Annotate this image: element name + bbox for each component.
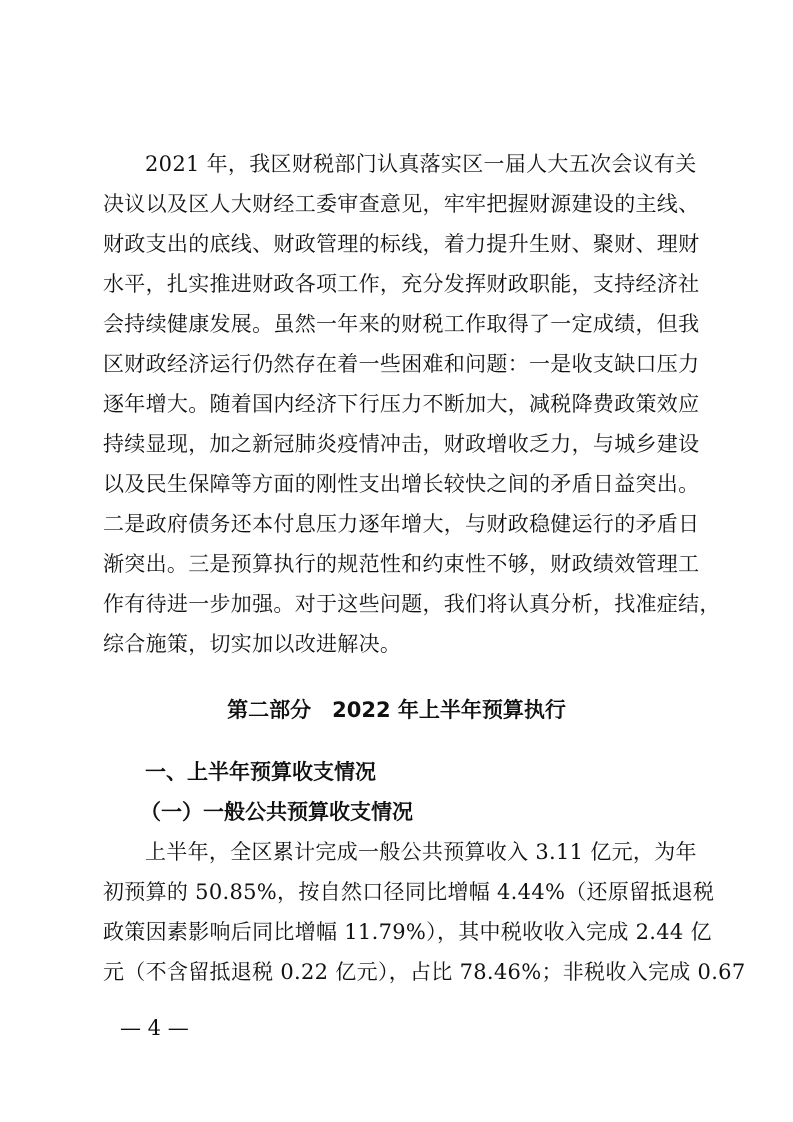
page-number: — 4 — (120, 1016, 189, 1040)
paragraph1-line-2: 决议以及区人大财经工委审查意见，牢牢把握财源建设的主线、 (103, 192, 700, 216)
paragraph2-line-2: 初预算的 50.85%，按自然口径同比增幅 4.44%（还原留抵退税 (103, 880, 715, 904)
paragraph2-line-3: 政策因素影响后同比增幅 11.79%），其中税收收入完成 2.44 亿 (103, 920, 712, 944)
paragraph2-line-1: 上半年，全区累计完成一般公共预算收入 3.11 亿元，为年 (145, 840, 697, 864)
subsection-title: （一）一般公共预算收支情况 (140, 800, 413, 824)
paragraph1-line-7: 逐年增大。随着国内经济下行压力不断加大，减税降费政策效应 (103, 392, 700, 416)
paragraph1-line-10: 二是政府债务还本付息压力逐年增大，与财政稳健运行的矛盾日 (103, 512, 700, 536)
paragraph1-line-6: 区财政经济运行仍然存在着一些困难和问题：一是收支缺口压力 (103, 352, 700, 376)
paragraph2-line-4: 元（不含留抵退税 0.22 亿元），占比 78.46%；非税收入完成 0.67 (103, 960, 746, 984)
section-title: 一、上半年预算收支情况 (145, 760, 376, 784)
part-title: 第二部分 2022 年上半年预算执行 (227, 698, 566, 722)
paragraph1-line-5: 会持续健康发展。虽然一年来的财税工作取得了一定成绩，但我 (103, 312, 700, 336)
paragraph1-line-8: 持续显现，加之新冠肺炎疫情冲击，财政增收乏力，与城乡建设 (103, 432, 700, 456)
paragraph1-line-4: 水平，扎实推进财政各项工作，充分发挥财政职能，支持经济社 (103, 272, 700, 296)
paragraph1-line-1: 2021 年，我区财税部门认真落实区一届人大五次会议有关 (145, 152, 697, 176)
paragraph1-line-9: 以及民生保障等方面的刚性支出增长较快之间的矛盾日益突出。 (103, 472, 700, 496)
paragraph1-line-11: 渐突出。三是预算执行的规范性和约束性不够，财政绩效管理工 (103, 552, 700, 576)
paragraph1-line-3: 财政支出的底线、财政管理的标线，着力提升生财、聚财、理财 (103, 232, 700, 256)
paragraph1-line-13: 综合施策，切实加以改进解决。 (103, 632, 402, 656)
paragraph1-line-12: 作有待进一步加强。对于这些问题，我们将认真分析，找准症结， (103, 592, 721, 616)
